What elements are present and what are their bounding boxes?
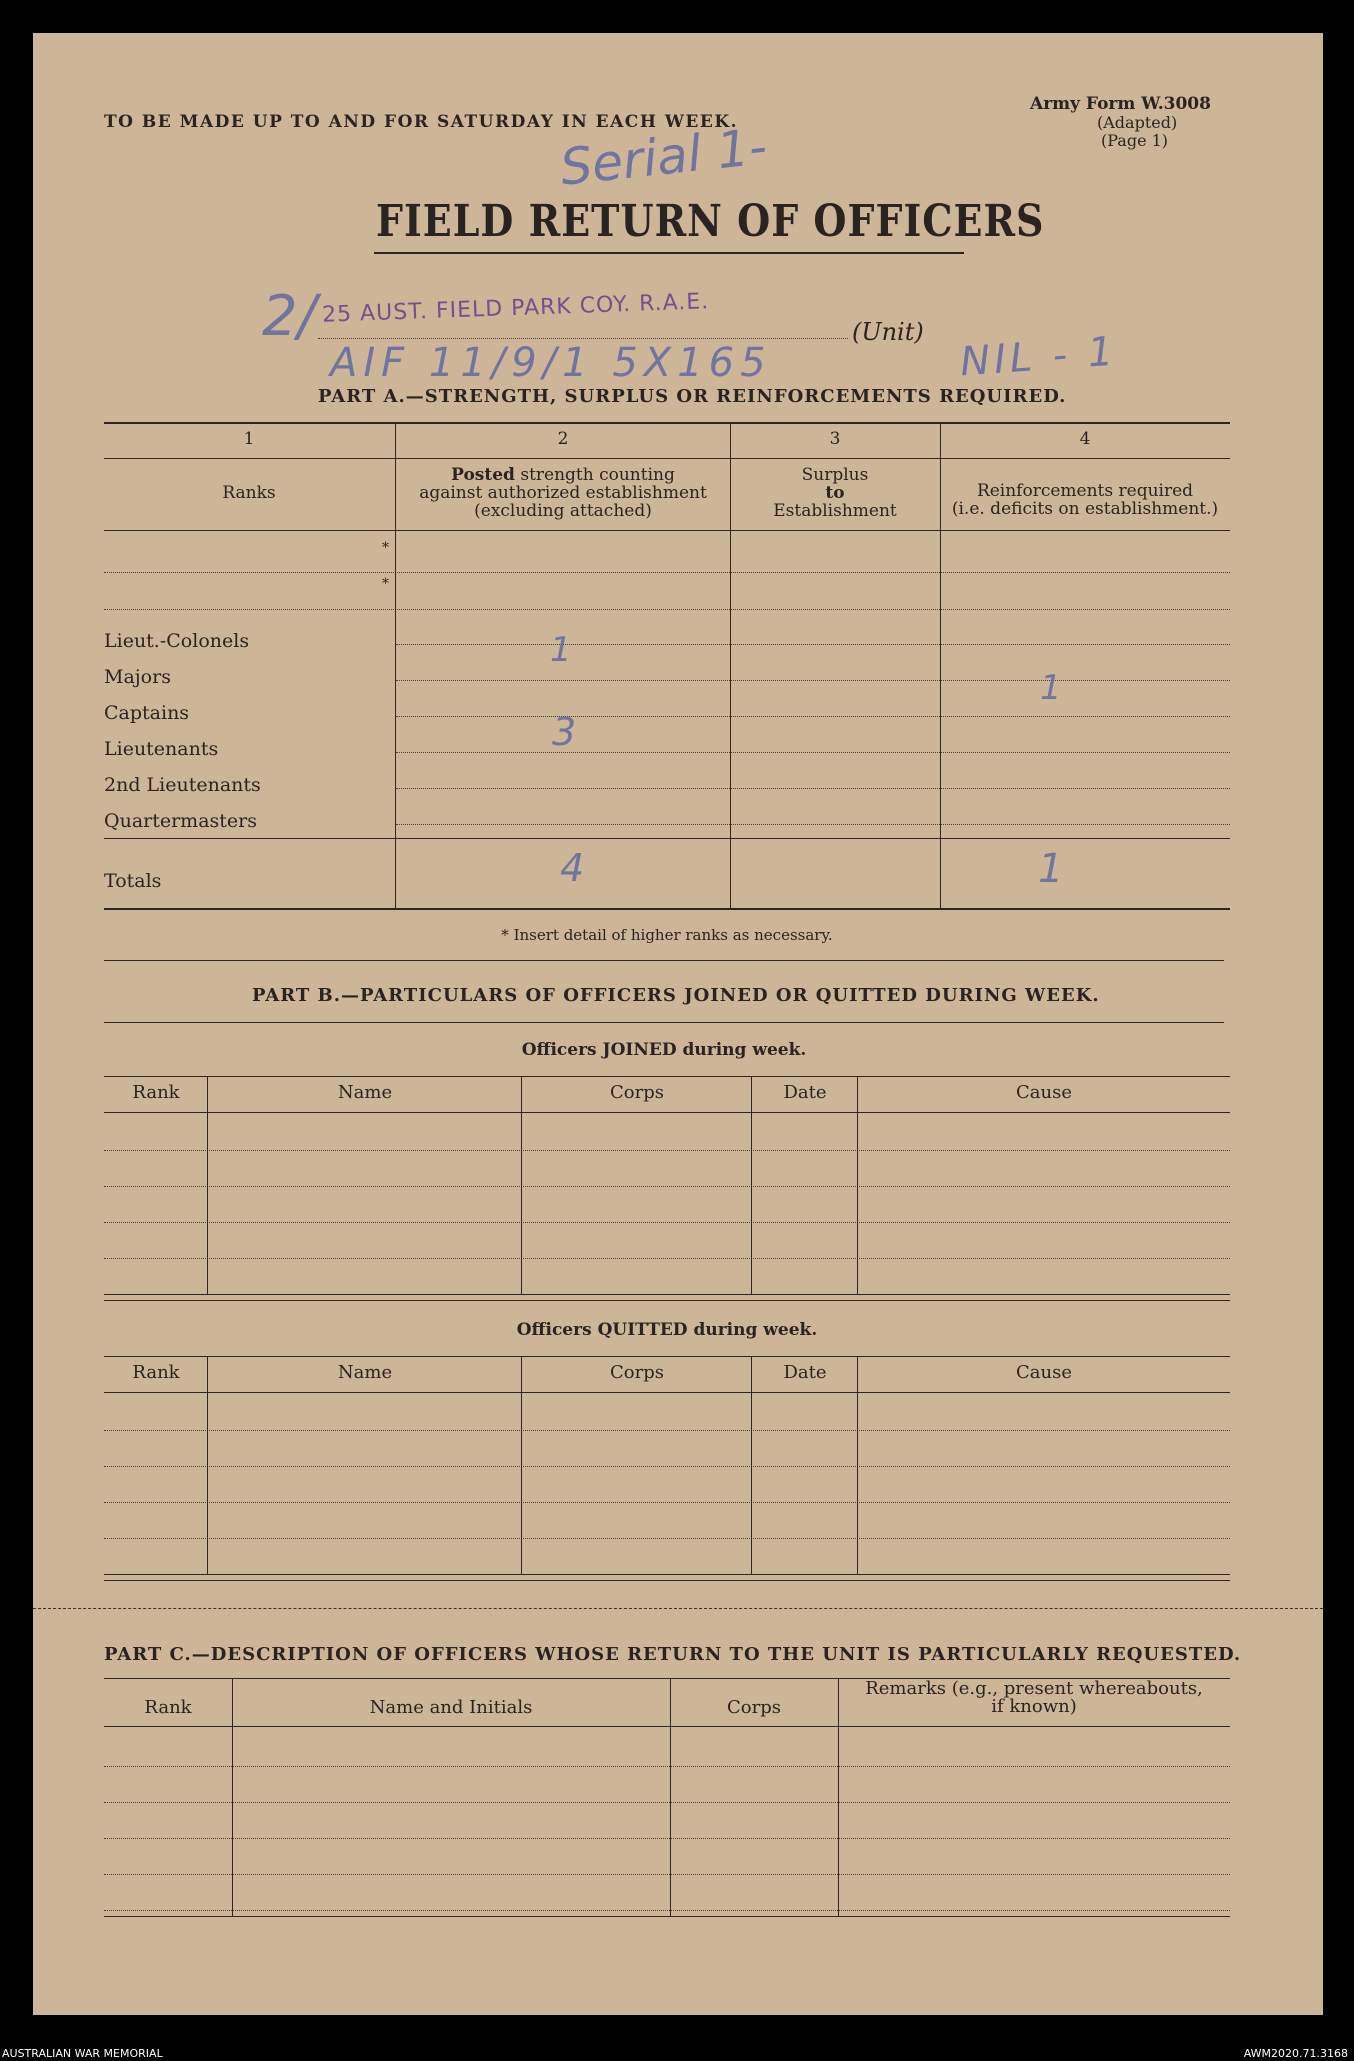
posted-captains: 3	[552, 710, 577, 754]
handwritten-note-2: NIL - 1	[958, 328, 1119, 386]
joined-col-rank: Rank	[132, 1082, 180, 1103]
surplus-header-2: to	[825, 483, 845, 503]
footer-left: AUSTRALIAN WAR MEMORIAL	[2, 2047, 163, 2060]
part-c-heading: PART C.—DESCRIPTION OF OFFICERS WHOSE RETURN TO THE UNIT IS PARTICULARLY REQUESTED.	[104, 1644, 1242, 1665]
remarks-2: if known)	[991, 1696, 1077, 1717]
form-number: Army Form W.3008	[1030, 94, 1211, 114]
rank-majors: Majors	[104, 666, 171, 688]
form-title: FIELD RETURN OF OFFICERS	[376, 194, 1045, 247]
surplus-header-3: Establishment	[773, 501, 897, 521]
reinforcements-header	[940, 482, 1230, 518]
footer-right: AWM2020.71.3168	[1243, 2047, 1348, 2060]
reinf-majors: 1	[1040, 668, 1062, 708]
partc-col-rank: Rank	[144, 1697, 192, 1718]
partc-col-remarks	[838, 1680, 1230, 1716]
instruction-text: TO BE MADE UP TO AND FOR SATURDAY IN EACH WEEK.	[104, 112, 739, 132]
form-page: (Page 1)	[1101, 131, 1169, 150]
surplus-header	[730, 466, 940, 520]
posted-header-2: against authorized establishment	[419, 483, 707, 503]
asterisk-1: *	[382, 540, 389, 556]
quitted-col-corps: Corps	[610, 1362, 664, 1383]
posted-header-1: strength counting	[520, 465, 675, 485]
unit-label: (Unit)	[852, 318, 924, 346]
partc-col-name: Name and Initials	[369, 1697, 533, 1718]
rank-2nd-lieutenants: 2nd Lieutenants	[104, 774, 261, 796]
form-adapted: (Adapted)	[1097, 113, 1178, 132]
joined-title: Officers JOINED during week.	[521, 1040, 807, 1060]
remarks-1: Remarks (e.g., present whereabouts,	[865, 1678, 1203, 1699]
surplus-header-1: Surplus	[801, 465, 869, 485]
col-number-4: 4	[1079, 429, 1091, 449]
totals-label: Totals	[104, 870, 162, 892]
quitted-title: Officers QUITTED during week.	[516, 1320, 818, 1340]
perforation-line	[33, 1608, 1323, 1609]
reinf-header-2: (i.e. deficits on establishment.)	[951, 499, 1219, 519]
handwritten-note: AIF 11/9/1 5X165	[330, 340, 772, 386]
quitted-col-name: Name	[337, 1362, 393, 1383]
joined-col-date: Date	[783, 1082, 827, 1103]
col-number-3: 3	[829, 429, 841, 449]
quitted-col-cause: Cause	[1016, 1362, 1072, 1383]
reinf-totals: 1	[1038, 846, 1064, 892]
joined-col-corps: Corps	[610, 1082, 664, 1103]
posted-bold: Posted	[451, 465, 515, 485]
posted-totals: 4	[560, 846, 585, 890]
joined-col-cause: Cause	[1016, 1082, 1072, 1103]
rank-quartermasters: Quartermasters	[104, 810, 257, 832]
part-a-footnote: * Insert detail of higher ranks as necessary.	[501, 926, 833, 944]
asterisk-2: *	[382, 576, 389, 592]
posted-header-3: (excluding attached)	[474, 501, 652, 521]
quitted-col-date: Date	[783, 1362, 827, 1383]
ranks-header: Ranks	[222, 483, 276, 503]
posted-lieut-colonels: 1	[550, 630, 572, 670]
handwritten-unit-prefix: 2/	[262, 284, 317, 349]
col-number-1: 1	[243, 429, 255, 449]
partc-col-corps: Corps	[727, 1697, 781, 1718]
joined-col-name: Name	[337, 1082, 393, 1103]
part-b-heading: PART B.—PARTICULARS OF OFFICERS JOINED OR QUITTED DURING WEEK.	[252, 985, 1100, 1006]
reinf-header-1: Reinforcements required	[976, 481, 1194, 501]
part-a-heading: PART A.—STRENGTH, SURPLUS OR REINFORCEMENTS REQUIRED.	[318, 386, 1067, 407]
quitted-col-rank: Rank	[132, 1362, 180, 1383]
posted-header	[396, 466, 730, 520]
handwritten-serial: Serial 1-	[557, 117, 770, 197]
col-number-2: 2	[557, 429, 569, 449]
unit-stamp: 25 AUST. FIELD PARK COY. R.A.E.	[321, 289, 710, 328]
rank-lieut-colonels: Lieut.-Colonels	[104, 630, 250, 652]
rank-lieutenants: Lieutenants	[104, 738, 219, 760]
rank-captains: Captains	[104, 702, 190, 724]
